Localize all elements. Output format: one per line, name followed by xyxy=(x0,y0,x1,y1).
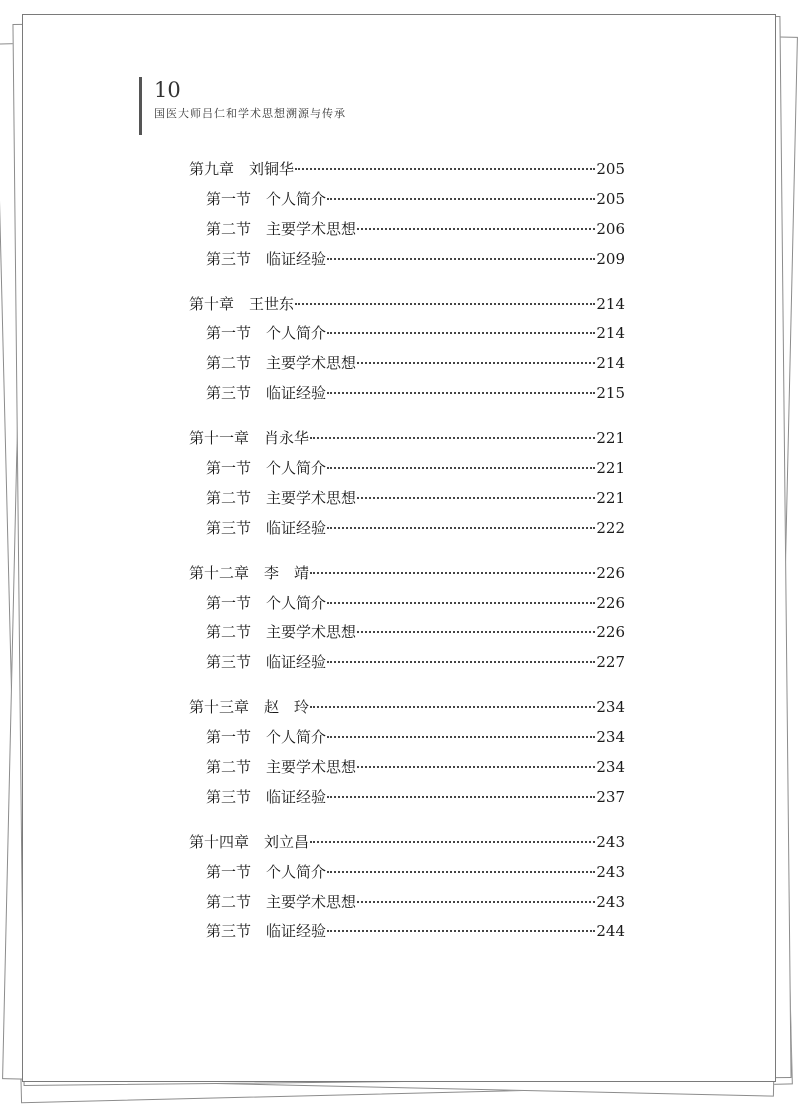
toc-page-number: 214 xyxy=(596,294,625,313)
toc-dot-leader xyxy=(357,901,595,903)
toc-chapter-group xyxy=(189,424,625,544)
toc-entry-label: 第十章 王世东 xyxy=(189,294,295,313)
toc-entry-label: 第二节 主要学术思想 xyxy=(206,488,357,507)
toc-section-entry[interactable] xyxy=(189,753,625,783)
toc-section-entry[interactable] xyxy=(189,723,625,753)
toc-entry-label: 第一节 个人简介 xyxy=(206,324,327,343)
toc-dot-leader xyxy=(327,392,595,394)
toc-dot-leader xyxy=(327,736,595,738)
toc-section-entry[interactable] xyxy=(189,514,625,544)
toc-chapter-group xyxy=(189,155,625,275)
toc-dot-leader xyxy=(310,572,595,574)
toc-section-entry[interactable] xyxy=(189,589,625,619)
toc-page-number: 226 xyxy=(596,623,625,642)
toc-page-number: 243 xyxy=(596,832,625,851)
toc-section-entry[interactable] xyxy=(189,783,625,813)
toc-entry-label: 第二节 主要学术思想 xyxy=(206,219,357,238)
book-title: 国医大师吕仁和学术思想溯源与传承 xyxy=(154,107,346,120)
toc-section-entry[interactable] xyxy=(189,215,625,245)
toc-entry-label: 第二节 主要学术思想 xyxy=(206,892,357,911)
toc-entry-label: 第一节 个人简介 xyxy=(206,189,327,208)
toc-section-entry[interactable] xyxy=(189,648,625,678)
toc-section-entry[interactable] xyxy=(189,319,625,349)
toc-dot-leader xyxy=(310,437,595,439)
toc-chapter-group xyxy=(189,828,625,948)
toc-entry-label: 第三节 临证经验 xyxy=(206,653,327,672)
toc-entry-label: 第十四章 刘立昌 xyxy=(189,832,310,851)
toc-section-entry[interactable] xyxy=(189,888,625,918)
toc-page-number: 214 xyxy=(596,354,625,373)
toc-section-entry[interactable] xyxy=(189,454,625,484)
toc-page-number: 221 xyxy=(596,488,625,507)
toc-dot-leader xyxy=(327,661,595,663)
toc-chapter-entry[interactable] xyxy=(189,424,625,454)
toc-section-entry[interactable] xyxy=(189,185,625,215)
running-header xyxy=(139,77,346,135)
toc-dot-leader xyxy=(357,362,595,364)
toc-page-number: 214 xyxy=(596,324,625,343)
toc-section-entry[interactable] xyxy=(189,618,625,648)
toc-page-number: 227 xyxy=(596,653,625,672)
toc-chapter-entry[interactable] xyxy=(189,693,625,723)
toc-dot-leader xyxy=(310,706,595,708)
toc-dot-leader xyxy=(357,766,595,768)
toc-chapter-group xyxy=(189,693,625,813)
toc-entry-label: 第三节 临证经验 xyxy=(206,518,327,537)
toc-dot-leader xyxy=(310,841,595,843)
toc-section-entry[interactable] xyxy=(189,379,625,409)
toc-page-number: 221 xyxy=(596,429,625,448)
toc-dot-leader xyxy=(327,871,595,873)
toc-chapter-entry[interactable] xyxy=(189,155,625,185)
page-number: 10 xyxy=(154,78,181,102)
toc-dot-leader xyxy=(327,930,595,932)
toc-page-number: 234 xyxy=(596,698,625,717)
toc-entry-label: 第十一章 肖永华 xyxy=(189,429,310,448)
toc-dot-leader xyxy=(327,467,595,469)
toc-section-entry[interactable] xyxy=(189,484,625,514)
toc-entry-label: 第二节 主要学术思想 xyxy=(206,758,357,777)
toc-page-number: 222 xyxy=(596,518,625,537)
toc-entry-label: 第一节 个人简介 xyxy=(206,862,327,881)
toc-entry-label: 第一节 个人简介 xyxy=(206,728,327,747)
toc-dot-leader xyxy=(327,527,595,529)
toc-page-number: 243 xyxy=(596,862,625,881)
toc-page-number: 237 xyxy=(596,787,625,806)
toc-dot-leader xyxy=(357,497,595,499)
toc-page-number: 226 xyxy=(596,563,625,582)
toc-entry-label: 第一节 个人简介 xyxy=(206,459,327,478)
toc-page-number: 221 xyxy=(596,459,625,478)
toc-chapter-entry[interactable] xyxy=(189,828,625,858)
toc-dot-leader xyxy=(295,303,595,305)
toc-chapter-entry[interactable] xyxy=(189,290,625,320)
toc-entry-label: 第十三章 赵 玲 xyxy=(189,698,310,717)
toc-dot-leader xyxy=(327,796,595,798)
toc-page-number: 206 xyxy=(596,219,625,238)
toc-page-number: 205 xyxy=(596,189,625,208)
toc-dot-leader xyxy=(327,198,595,200)
toc-chapter-group xyxy=(189,559,625,679)
toc-entry-label: 第九章 刘铜华 xyxy=(189,160,295,178)
toc-section-entry[interactable] xyxy=(189,349,625,379)
toc-page-number: 226 xyxy=(596,593,625,612)
toc-section-entry[interactable] xyxy=(189,858,625,888)
toc-page-number: 244 xyxy=(596,922,625,941)
toc-entry-label: 第三节 临证经验 xyxy=(206,787,327,806)
toc-dot-leader xyxy=(357,228,595,230)
toc-dot-leader xyxy=(357,631,595,633)
toc-entry-label: 第三节 临证经验 xyxy=(206,249,327,268)
toc-entry-label: 第十二章 李 靖 xyxy=(189,563,310,582)
toc-dot-leader xyxy=(295,168,595,170)
toc-page-number: 205 xyxy=(596,160,625,178)
toc-page-number: 215 xyxy=(596,384,625,403)
toc-dot-leader xyxy=(327,258,595,260)
toc-chapter-entry[interactable] xyxy=(189,559,625,589)
toc-dot-leader xyxy=(327,602,595,604)
toc-section-entry[interactable] xyxy=(189,917,625,947)
toc-entry-label: 第二节 主要学术思想 xyxy=(206,623,357,642)
table-of-contents xyxy=(189,155,625,962)
toc-page-number: 243 xyxy=(596,892,625,911)
toc-entry-label: 第三节 临证经验 xyxy=(206,922,327,941)
document-page xyxy=(22,14,776,1082)
toc-page-number: 234 xyxy=(596,758,625,777)
toc-page-number: 209 xyxy=(596,249,625,268)
toc-entry-label: 第一节 个人简介 xyxy=(206,593,327,612)
toc-dot-leader xyxy=(327,332,595,334)
toc-entry-label: 第二节 主要学术思想 xyxy=(206,354,357,373)
toc-chapter-group xyxy=(189,290,625,410)
toc-page-number: 234 xyxy=(596,728,625,747)
toc-section-entry[interactable] xyxy=(189,245,625,275)
toc-entry-label: 第三节 临证经验 xyxy=(206,384,327,403)
